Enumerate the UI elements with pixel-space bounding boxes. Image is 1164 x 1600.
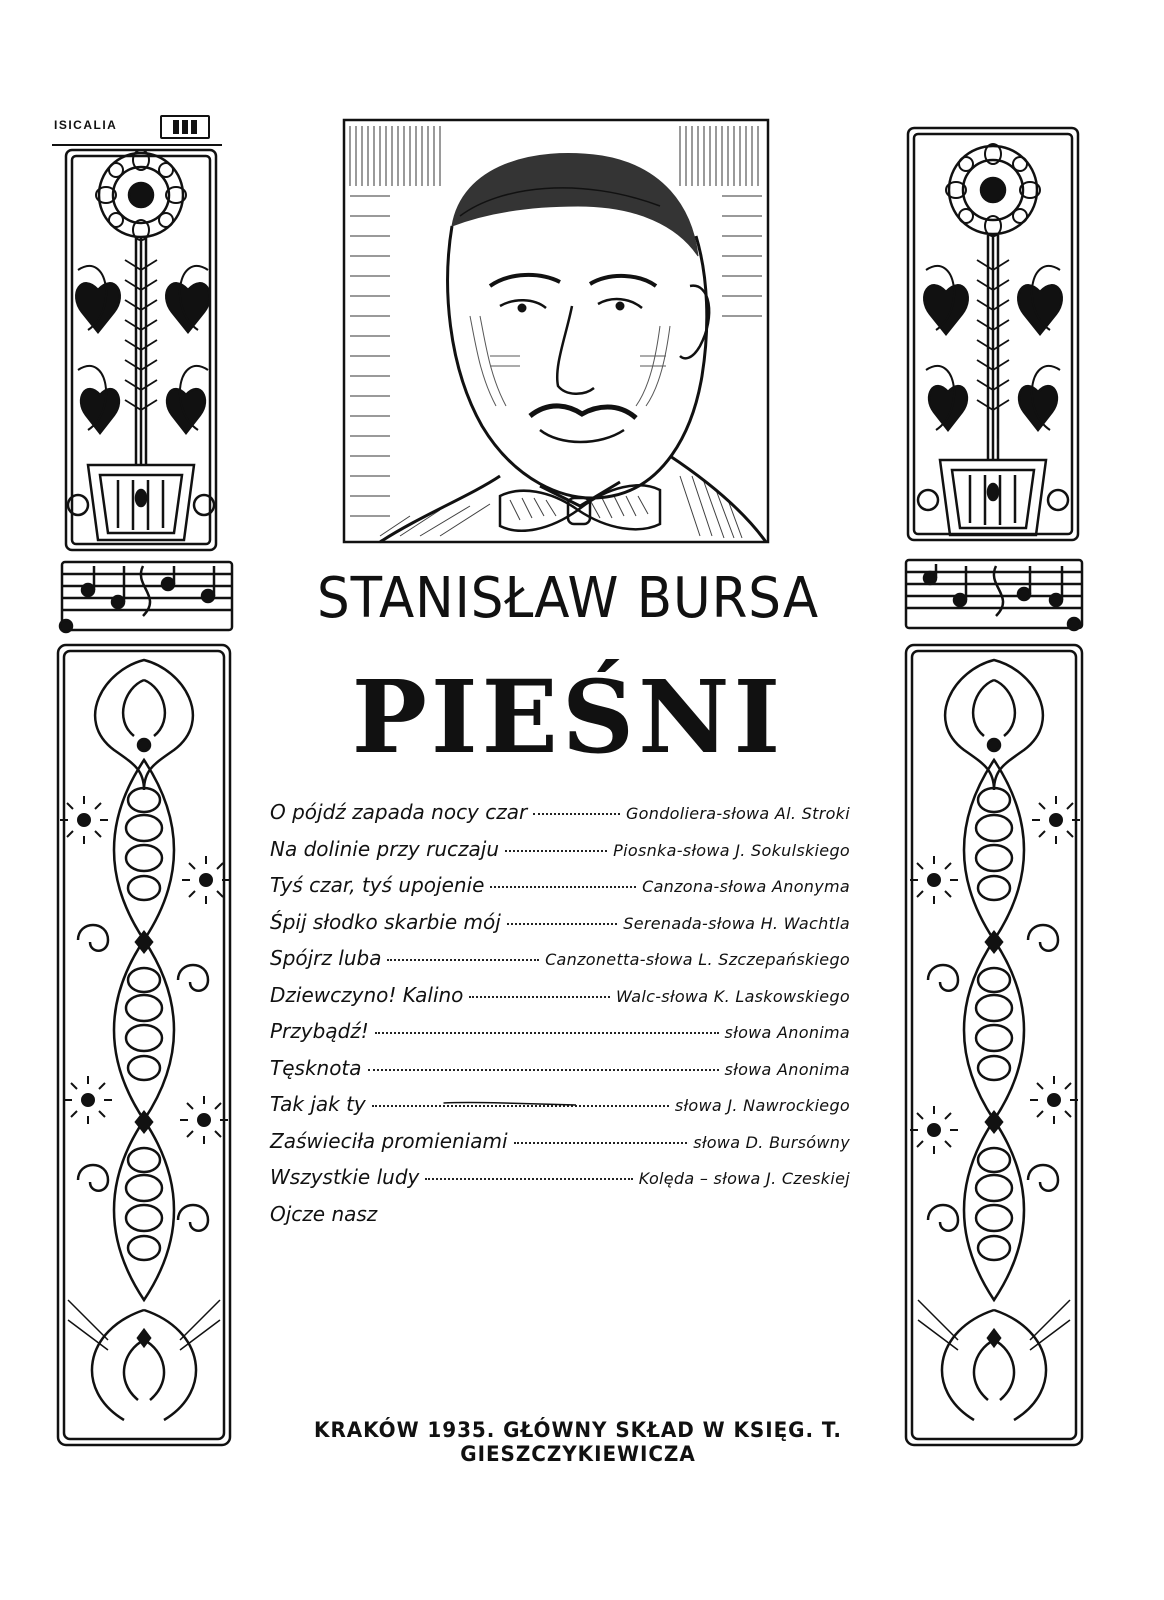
- song-title: Śpij słodko skarbie mój: [270, 909, 501, 934]
- song-title: Tak jak ty: [270, 1092, 366, 1116]
- dot-leader: [425, 1178, 632, 1180]
- song-title: Zaświeciła promieniami: [270, 1128, 508, 1153]
- song-title: Spójrz luba: [270, 946, 382, 970]
- song-item: [270, 1202, 850, 1239]
- song-credit: słowa D. Bursówny: [693, 1132, 850, 1152]
- music-staff-icon: [906, 560, 1082, 630]
- song-credit: Gondoliera-słowa Al. Stroki: [625, 804, 850, 823]
- song-item: [270, 1165, 850, 1202]
- folk-flower-pot-icon: [908, 128, 1078, 540]
- stamp-text: ISICALIA: [54, 118, 118, 132]
- song-credit: słowa Anonima: [724, 1059, 850, 1079]
- song-item: [270, 910, 850, 947]
- left-border-ornament: [48, 120, 238, 1460]
- song-title: Tyś czar, tyś upojenie: [270, 873, 485, 897]
- song-title: Ojcze nasz: [270, 1201, 378, 1226]
- song-title: Dziewczyno! Kalino: [270, 982, 464, 1007]
- dot-leader: [507, 923, 617, 925]
- song-credit: Canzonetta-słowa L. Szczepańskiego: [545, 950, 850, 969]
- song-item: [270, 1019, 850, 1056]
- dot-leader: [368, 1069, 719, 1071]
- song-credit: Canzona-słowa Anonyma: [642, 877, 850, 896]
- folk-flower-pot-icon: [66, 150, 216, 550]
- song-item: [270, 983, 850, 1020]
- dot-leader: [514, 1142, 688, 1144]
- song-credit: Piosnka-słowa J. Sokulskiego: [613, 840, 850, 860]
- folk-pea-pod-icon: [58, 645, 230, 1445]
- dot-leader: [505, 850, 607, 852]
- folk-pea-pod-icon: [906, 645, 1082, 1445]
- dot-leader: [533, 813, 620, 815]
- song-item: [270, 1056, 850, 1093]
- song-title: Na dolinie przy ruczaju: [270, 836, 500, 861]
- song-credit: słowa J. Nawrockiego: [674, 1096, 850, 1115]
- composer-portrait: [340, 116, 772, 546]
- pencil-underline-mark: [240, 1100, 780, 1106]
- song-title: Tęsknota: [270, 1055, 362, 1080]
- portrait-engraving-icon: [344, 120, 768, 542]
- song-item: [270, 1129, 850, 1166]
- song-title: O pójdź zapada nocy czar: [270, 800, 528, 824]
- song-credit: Serenada-słowa H. Wachtla: [623, 913, 850, 933]
- song-list: [270, 800, 850, 1238]
- dot-leader: [490, 886, 636, 888]
- dot-leader: [469, 996, 610, 998]
- song-item: [270, 800, 850, 837]
- composer-name: STANISŁAW BURSA: [316, 566, 820, 631]
- song-item: [270, 873, 850, 910]
- dot-leader: [387, 959, 539, 961]
- dot-leader: [375, 1032, 719, 1034]
- song-credit: Walc-słowa K. Laskowskiego: [616, 986, 850, 1006]
- song-credit: Kolęda – słowa J. Czeskiej: [638, 1169, 850, 1188]
- collection-title: PIEŚNI: [351, 658, 785, 776]
- right-border-ornament: [900, 120, 1090, 1460]
- song-item: [270, 1092, 850, 1129]
- publisher-imprint: KRAKÓW 1935. GŁÓWNY SKŁAD W KSIĘG. T. GIESZCZYKIEWICZA: [314, 1418, 842, 1466]
- song-item: [270, 837, 850, 874]
- song-credit: słowa Anonima: [724, 1023, 850, 1042]
- music-staff-icon: [60, 562, 232, 632]
- song-title: Przybądź!: [270, 1019, 369, 1043]
- song-item: [270, 946, 850, 983]
- song-title: Wszystkie ludy: [270, 1165, 420, 1189]
